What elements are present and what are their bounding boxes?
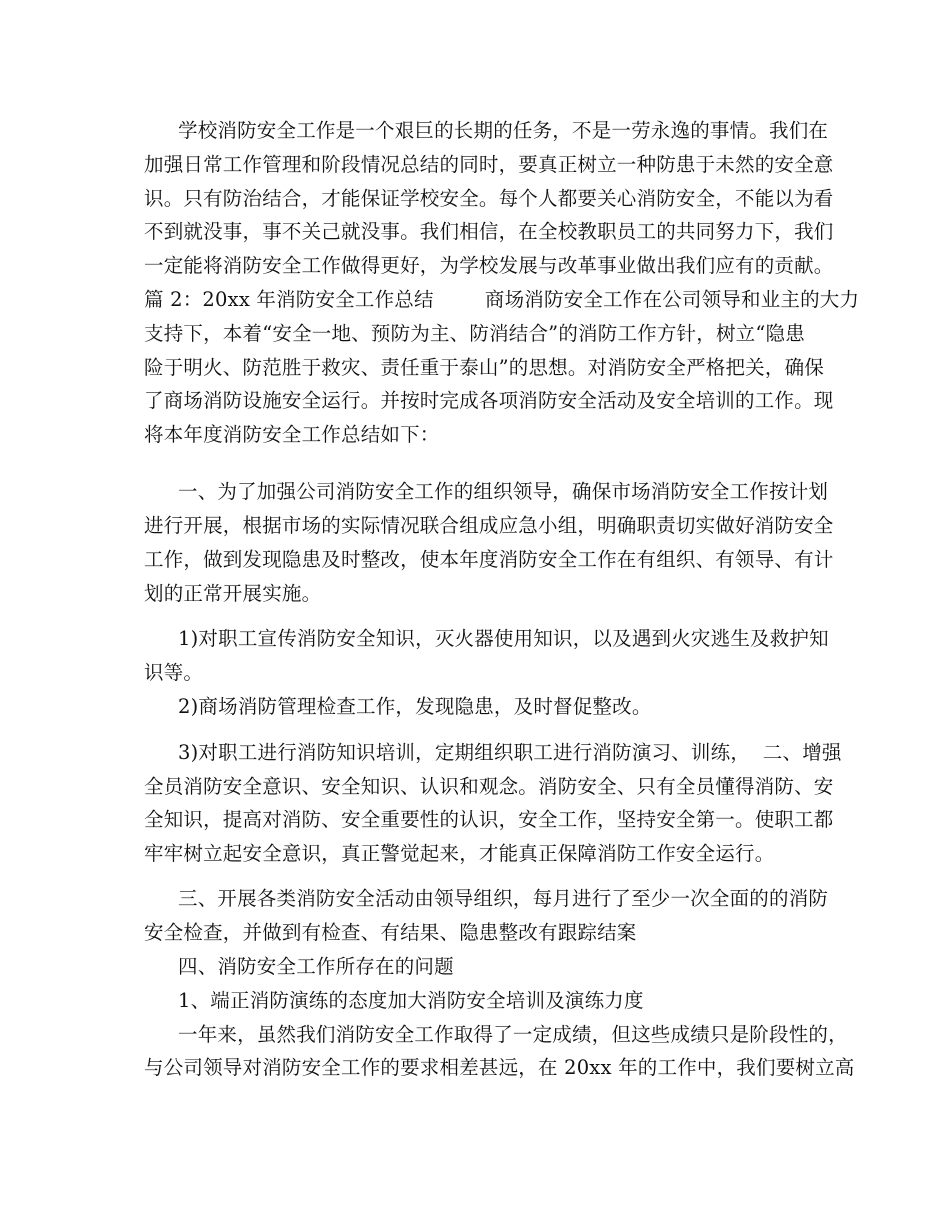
paragraph-line: 全知识，提高对消防、安全重要性的认识，安全工作，坚持安全第一。使职工都 [144,808,834,831]
paragraph-line: 不到就没事，事不关己就没事。我们相信，在全校教职员工的共同努力下，我们 [144,220,834,243]
subheading-line: 1、端正消防演练的态度加大消防安全培训及演练力度 [178,989,644,1012]
paragraph-line: 一、为了加强公司消防安全工作的组织领导，确保市场消防安全工作按计划 [178,480,829,503]
list-item-line: 3)对职工进行消防知识培训，定期组织职工进行消防演习、训练， 二、增强 [178,741,842,764]
paragraph-line: 划的正常开展实施。 [144,582,322,605]
paragraph-line: 了商场消防设施安全运行。并按时完成各项消防安全活动及安全培训的工作。现 [144,389,834,412]
paragraph-line: 学校消防安全工作是一个艰巨的长期的任务，不是一劳永逸的事情。我们在 [178,119,829,142]
paragraph-line: 一年来，虽然我们消防安全工作取得了一定成绩，但这些成绩只是阶段性的， [178,1023,848,1046]
paragraph-line: 识。只有防治结合，才能保证学校安全。每个人都要关心消防安全，不能以为看 [144,187,834,210]
paragraph-line: 与公司领导对消防安全工作的要求相差甚远，在 20xx 年的工作中，我们要树立高 [144,1056,855,1079]
paragraph-line: 安全检查，并做到有检查、有结果、隐患整改有跟踪结案 [144,921,637,944]
paragraph-line: 将本年度消防安全工作总结如下： [144,423,440,446]
section-heading-line: 篇 2：20xx 年消防安全工作总结 商场消防安全工作在公司领导和业主的大力 [144,288,860,311]
list-item-line: 识等。 [144,661,204,684]
paragraph-line: 三、开展各类消防安全活动由领导组织，每月进行了至少一次全面的的消防 [178,887,829,910]
paragraph-line: 牢牢树立起安全意识，真正警觉起来，才能真正保障消防工作安全运行。 [144,842,775,865]
paragraph-line: 全员消防安全意识、安全知识、认识和观念。消防安全、只有全员懂得消防、安 [144,775,834,798]
section-heading-line: 四、消防安全工作所存在的问题 [178,955,454,978]
paragraph-line: 一定能将消防安全工作做得更好，为学校发展与改革事业做出我们应有的贡献。 [144,254,834,277]
list-item-line: 1)对职工宣传消防安全知识，灭火器使用知识，以及遇到火灾逃生及救护知 [178,627,829,650]
paragraph-line: 加强日常工作管理和阶段情况总结的同时，要真正树立一种防患于未然的安全意 [144,153,834,176]
paragraph-line: 进行开展，根据市场的实际情况联合组成应急小组，明确职责切实做好消防安全 [144,514,834,537]
paragraph-line: 工作，做到发现隐患及时整改，使本年度消防安全工作在有组织、有领导、有计 [144,548,834,571]
paragraph-line: 支持下，本着“安全一地、预防为主、防消结合”的消防工作方针，树立“隐患 [144,322,805,345]
paragraph-line: 险于明火、防范胜于救灾、责任重于泰山”的思想。对消防安全严格把关，确保 [144,356,824,379]
list-item-line: 2)商场消防管理检查工作，发现隐患，及时督促整改。 [178,695,652,718]
